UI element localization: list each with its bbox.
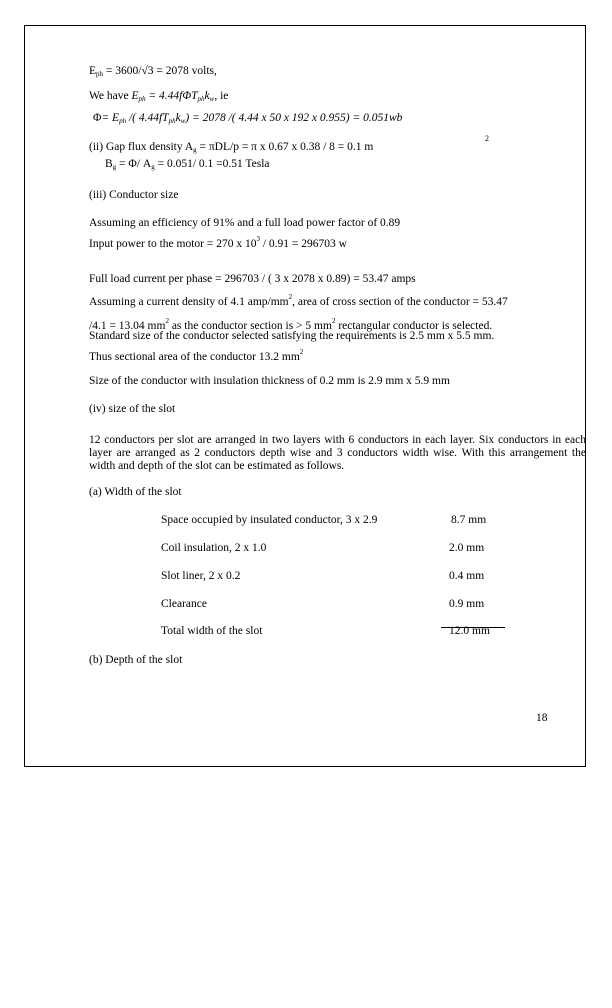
area-superscript: 2 bbox=[485, 134, 489, 143]
efficiency-line: Assuming an efficiency of 91% and a full load power factor of 0.89 bbox=[89, 217, 401, 229]
width-item-conductor: Space occupied by insulated conductor, 3 x 2.9 bbox=[161, 514, 378, 526]
slot-depth-heading: (b) Depth of the slot bbox=[89, 654, 183, 666]
width-item-coil-insulation: Coil insulation, 2 x 1.0 bbox=[161, 542, 267, 554]
slot-width-heading: (a) Width of the slot bbox=[89, 486, 182, 498]
flux-equation: $\Phi= E_{ph}$ /( $4.44fT_{ph}k_w) = 2078$ /( 4.44 x 50 x 192 x 0.955) = 0.051wb bbox=[93, 112, 403, 125]
sectional-area-line: Thus sectional area of the conductor 13.2 $mm^2$ bbox=[89, 348, 304, 363]
emf-equation: We have $E_{ph} = 4.44f\Phi T_{ph}k_w$, ie bbox=[89, 90, 229, 103]
slot-size-heading: (iv) size of the slot bbox=[89, 403, 176, 415]
page-number: 18 bbox=[536, 712, 548, 724]
width-value-clearance: 0.9 mm bbox=[449, 598, 485, 610]
width-item-slot-liner: Slot liner, 2 x 0.2 bbox=[161, 570, 241, 582]
gap-flux-density-equation: $B_g = \Phi/$ $A_g = 0.051/$ 0.1 =0.51 Tesla bbox=[105, 158, 270, 171]
width-value-conductor: 8.7 mm bbox=[451, 514, 487, 526]
width-value-slot-liner: 0.4 mm bbox=[449, 570, 485, 582]
gap-flux-area-equation: (ii) Gap flux density $A_g = \pi DL/p = \pi$ x 0.67 x 0.38 / 8 = 0.1 m bbox=[89, 141, 374, 154]
slot-arrangement-paragraph: 12 conductors per slot are arranged in two layers with 6 conductors in each layer. Six conductors in each layer are arranged as 2 conductors depth wise and 3 conductors width wise. With this arrangement the width and depth of the slot can be estimated as follows. bbox=[89, 434, 586, 472]
conductor-area-line: /4.1 = 13.04 $mm^2$ as the conductor section is > 5 $mm^2$ rectangular conductor is selected. bbox=[89, 317, 493, 332]
full-load-current-line: Full load current per phase = 296703 / ( 3 x 2078 x 0.89) = 53.47 amps bbox=[89, 273, 416, 285]
input-power-line: Input power to the motor = 270 x $10^3 / 0.91 = 296703$ w bbox=[89, 235, 347, 250]
current-density-line: Assuming a current density of 4.1 amp/$mm^2$, area of cross section of the conductor = 53.47 bbox=[89, 293, 508, 308]
eph-equation: $E_{ph} = 3600/√3 = 2078$ volts, bbox=[89, 65, 217, 78]
width-value-coil-insulation: 2.0 mm bbox=[449, 542, 485, 554]
width-value-total: 12.0 mm bbox=[449, 625, 490, 637]
width-item-clearance: Clearance bbox=[161, 598, 207, 610]
insulated-size-line: Size of the conductor with insulation thickness of 0.2 mm is 2.9 mm x 5.9 mm bbox=[89, 375, 450, 387]
conductor-size-heading: (iii) Conductor size bbox=[89, 189, 179, 201]
width-item-total: Total width of the slot bbox=[161, 625, 263, 637]
standard-size-line: Standard size of the conductor selected satisfying the requirements is 2.5 mm x 5.5 mm. bbox=[89, 330, 495, 342]
